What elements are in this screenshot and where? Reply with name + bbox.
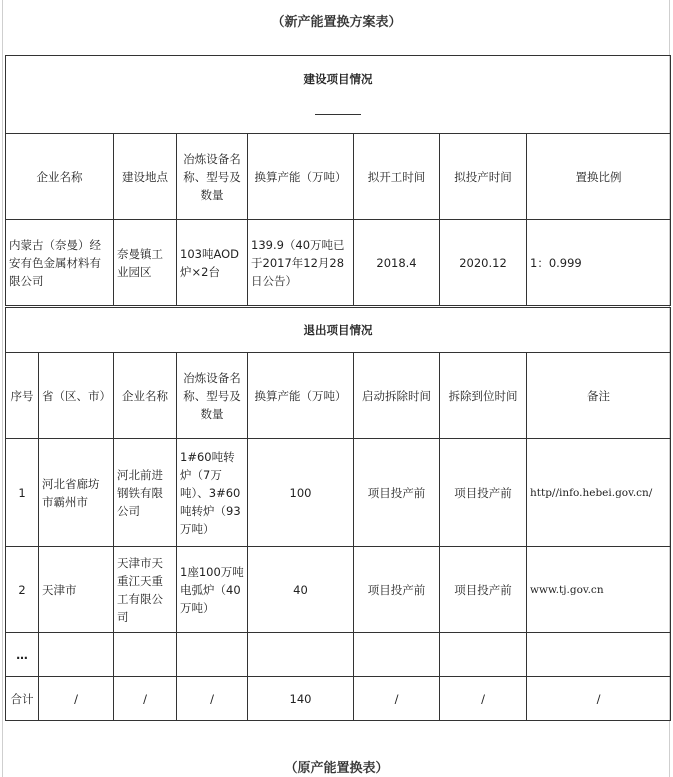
row-province: 天津市 (39, 547, 114, 633)
row-equipment: 1座100万吨电弧炉（40万吨） (177, 547, 248, 633)
row-no: … (6, 633, 39, 677)
row-demolition-start: 项目投产前 (354, 439, 440, 547)
construction-production: 2020.12 (440, 220, 527, 306)
header-company: 企业名称 (114, 353, 177, 439)
table-caption-original: （原产能置换表） (284, 761, 389, 776)
header-company: 企业名称 (6, 134, 114, 220)
table-caption-new: （新产能置换方案表） (271, 15, 402, 30)
total-equipment: / (177, 677, 248, 721)
construction-company: 内蒙古（奈曼）经安有色金属材料有限公司 (6, 220, 114, 306)
header-start-time: 拟开工时间 (354, 134, 440, 220)
header-province: 省（区、市） (39, 353, 114, 439)
row-demolition-end: 项目投产前 (440, 439, 527, 547)
header-location: 建设地点 (114, 134, 177, 220)
exit-section-title: 退出项目情况 (6, 308, 671, 353)
row-company: 河北前进钢铁有限公司 (114, 439, 177, 547)
row-capacity: 40 (248, 547, 354, 633)
header-note: 备注 (527, 353, 671, 439)
row-no: 2 (6, 547, 39, 633)
exit-project-table (5, 307, 671, 721)
row-company (114, 633, 177, 677)
construction-ratio: 1：0.999 (527, 220, 671, 306)
row-note-link[interactable]: http//info.hebei.gov.cn/ (527, 439, 671, 547)
row-company: 天津市天重江天重工有限公司 (114, 547, 177, 633)
total-province: / (39, 677, 114, 721)
row-no: 1 (6, 439, 39, 547)
construction-section-title: 建设项目情况 (6, 56, 671, 134)
header-equipment: 冶炼设备名称、型号及数量 (177, 353, 248, 439)
total-demolition-end: / (440, 677, 527, 721)
total-company: / (114, 677, 177, 721)
row-note-link[interactable]: www.tj.gov.cn (527, 547, 671, 633)
row-capacity (248, 633, 354, 677)
row-equipment: 1#60吨转炉（7万吨）、3#60吨转炉（93万吨） (177, 439, 248, 547)
construction-start: 2018.4 (354, 220, 440, 306)
construction-equipment: 103吨AOD炉×2台 (177, 220, 248, 306)
total-capacity: 140 (248, 677, 354, 721)
header-demolition-end: 拆除到位时间 (440, 353, 527, 439)
table-row (6, 439, 671, 547)
row-demolition-start (354, 633, 440, 677)
header-no: 序号 (6, 353, 39, 439)
construction-project-table (5, 55, 671, 306)
header-capacity: 换算产能（万吨） (248, 134, 354, 220)
construction-capacity: 139.9（40万吨已于2017年12月28日公告） (248, 220, 354, 306)
total-note: / (527, 677, 671, 721)
row-province (39, 633, 114, 677)
header-ratio: 置换比例 (527, 134, 671, 220)
total-row (6, 677, 671, 721)
title-underline (315, 114, 361, 115)
table-row (6, 547, 671, 633)
total-label: 合计 (6, 677, 39, 721)
row-demolition-end: 项目投产前 (440, 547, 527, 633)
construction-location: 奈曼镇工业园区 (114, 220, 177, 306)
row-note (527, 633, 671, 677)
header-equipment: 冶炼设备名称、型号及数量 (177, 134, 248, 220)
header-demolition-start: 启动拆除时间 (354, 353, 440, 439)
row-capacity: 100 (248, 439, 354, 547)
table-row (6, 633, 671, 677)
header-production-time: 拟投产时间 (440, 134, 527, 220)
total-demolition-start: / (354, 677, 440, 721)
header-capacity: 换算产能（万吨） (248, 353, 354, 439)
row-demolition-start: 项目投产前 (354, 547, 440, 633)
row-province: 河北省廊坊市霸州市 (39, 439, 114, 547)
row-equipment (177, 633, 248, 677)
row-demolition-end (440, 633, 527, 677)
